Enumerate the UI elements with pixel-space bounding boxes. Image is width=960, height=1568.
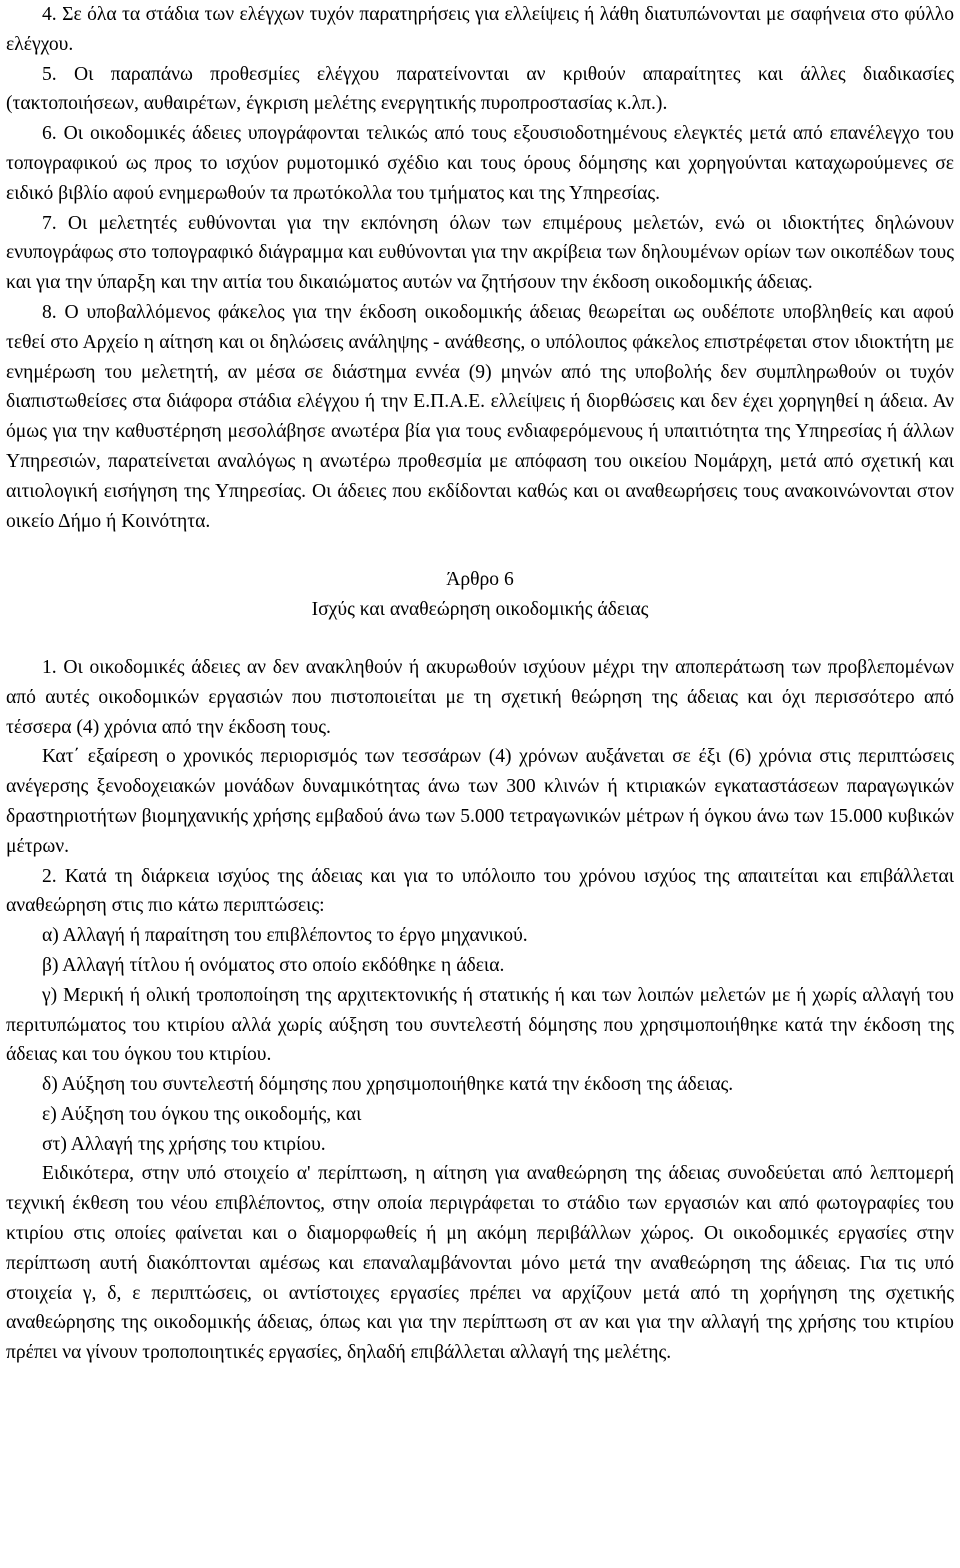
article-number: Άρθρο 6 (446, 569, 514, 591)
spacer (6, 625, 954, 653)
article-paragraph-1: 1. Οι οικοδομικές άδειες αν δεν ανακληθούν ή ακυρωθούν ισχύουν μέχρι την αποπεράτωση των προβλεπομένων από αυτές οικοδομικών εργασιών που πιστοποιείται με τη σχετική θεώρηση της άδειας και όχι περισσότερο από τέσσερα (4) χρόνια από την έκδοση τους. (6, 656, 954, 738)
spacer (6, 536, 954, 565)
list-item-c: γ) Μερική ή ολική τροποποίηση της αρχιτεκτονικής ή στατικής ή και των λοιπών μελετών με ή χωρίς αλλαγή του περιτυπώματος του κτιρίου αλλά χωρίς αύξηση του συντελεστή δόμησης που χρησιμοποιήθηκε κατά την έκδοση της άδειας και του όγκου του κτιρίου. (6, 984, 954, 1066)
paragraph-4: 4. Σε όλα τα στάδια των ελέγχων τυχόν παρατηρήσεις για ελλείψεις ή λάθη διατυπώνονται με σαφήνεια στο φύλλο ελέγχου. (6, 4, 954, 55)
article-paragraph-1-exception: Κατ΄ εξαίρεση ο χρονικός περιορισμός των τεσσάρων (4) χρόνων αυξάνεται σε έξι (6) χρόνια στις περιπτώσεις ανέγερσης ξενοδοχειακών μονάδων δυναμικότητας άνω των 300 κλινών ή κτιριακών εγκαταστάσεων παραγωγικών δραστηριοτήτων βιομηχανικής χρήσης εμβαδού άνω των 5.000 τετραγωνικών μέτρων ή όγκου άνω των 15.000 κυβικών μέτρων. (6, 746, 954, 857)
list-item-d: δ) Αύξηση του συντελεστή δόμησης που χρησιμοποιήθηκε κατά την έκδοση της άδειας. (42, 1074, 734, 1096)
list-item-e: ε) Αύξηση του όγκου της οικοδομής, και (42, 1103, 362, 1125)
paragraph-6: 6. Οι οικοδομικές άδειες υπογράφονται τελικώς από τους εξουσιοδοτημένους ελεγκτές μετά από επανέλεγχο του τοπογραφικού ως προς το ισχύον ρυμοτομικό σχέδιο και τους όρους δόμησης και χορηγούνται καταχωρούμενες σε ειδικό βιβλίο αφού ενημερωθούν τα πρωτόκολλα του τμήματος και της Υπηρεσίας. (6, 123, 954, 204)
article-paragraph-specifics: Ειδικότερα, στην υπό στοιχείο α' περίπτωση, η αίτηση για αναθεώρηση της άδειας συνοδεύεται από λεπτομερή τεχνική έκθεση του νέου επιβλέποντος, στην οποία περιγράφεται το στάδιο των εργασιών και από φωτογραφίες του κτιρίου στις οποίες φαίνεται και ο διαμορφωθείς ή μη ακόμη περιβάλλων χώρος. Οι οικοδομικές εργασίες στην περίπτωση αυτή διακόπτονται αμέσως και επαναλαμβάνονται μόνο μετά την αναθεώρηση της άδειας. Για τις υπό στοιχεία γ, δ, ε περιπτώσεις, οι αντίστοιχες εργασίες πρέπει να αρχίζουν μετά από τη χορήγηση της σχετικής αναθεώρησης της οικοδομικής άδειας, όπως και για την περίπτωση στ αν και για την αλλαγή της χρήσης του κτιρίου πρέπει να γίνουν τροποποιητικές εργασίες, δηλαδή επιβάλλεται αλλαγή της μελέτης. (6, 1163, 954, 1364)
paragraph-8: 8. Ο υποβαλλόμενος φάκελος για την έκδοση οικοδομικής άδειας θεωρείται ως ουδέποτε υποβληθείς και αφού τεθεί στο Αρχείο η αίτηση και οι δηλώσεις ανάληψης - ανάθεσης, ο υπόλοιπος φάκελος επιστρέφεται στον ιδιοκτήτη με ενημέρωση του μελετητή, αν μέσα σε διάστημα εννέα (9) μηνών από της υποβολής δεν συμπληρωθούν οι τυχόν διαπιστωθείσες στα διάφορα στάδια ελέγχου ή την Ε.Π.Α.Ε. ελλείψεις ή διορθώσεις και δεν έχει χορηγηθεί η άδεια. Αν όμως για την καθυστέρηση μεσολάβησε ανωτέρα βία για τους ενδιαφερόμενους ή υπαιτιότητα της Υπηρεσίας ή άλλων Υπηρεσιών, παρατείνεται αναλόγως η ανωτέρω προθεσμία με απόφαση του οικείου Νομάρχη, μετά από σχετική και αιτιολογική εισήγηση της Υπηρεσίας. Οι άδειες που εκδίδονται καθώς και οι αναθεωρήσεις τους ανακοινώνονται στον οικείο Δήμο ή Κοινότητα. (6, 301, 954, 532)
paragraph-5: 5. Οι παραπάνω προθεσμίες ελέγχου παρατείνονται αν κριθούν απαραίτητες και άλλες διαδικασίες (τακτοποιήσεων, αυθαιρέτων, έγκριση μελέτης ενεργητικής πυροπροστασίας κ.λπ.). (6, 63, 954, 115)
paragraph-7: 7. Οι μελετητές ευθύνονται για την εκπόνηση όλων των επιμέρους μελετών, ενώ οι ιδιοκτήτες δηλώνουν ενυπογράφως στο τοπογραφικό διάγραμμα και ευθύνονται για την ακρίβεια των δηλουμένων ορίων των οικοπέδων τους και για την ύπαρξη και την αιτία του δικαιώματος αυτών να ζητήσουν την έκδοση οικοδομικής άδειας. (6, 212, 954, 294)
list-item-f: στ) Αλλαγή της χρήσης του κτιρίου. (42, 1133, 326, 1155)
list-item-a: α) Αλλαγή ή παραίτηση του επιβλέποντος το έργο μηχανικού. (42, 925, 528, 947)
article-title: Ισχύς και αναθεώρηση οικοδομικής άδειας (311, 599, 649, 621)
article-paragraph-2: 2. Κατά τη διάρκεια ισχύος της άδειας και για το υπόλοιπο του χρόνου ισχύος της απαιτείται και επιβάλλεται αναθεώρηση στις πιο κάτω περιπτώσεις: (6, 865, 954, 917)
list-item-b: β) Αλλαγή τίτλου ή ονόματος στο οποίο εκδόθηκε η άδεια. (42, 954, 505, 976)
